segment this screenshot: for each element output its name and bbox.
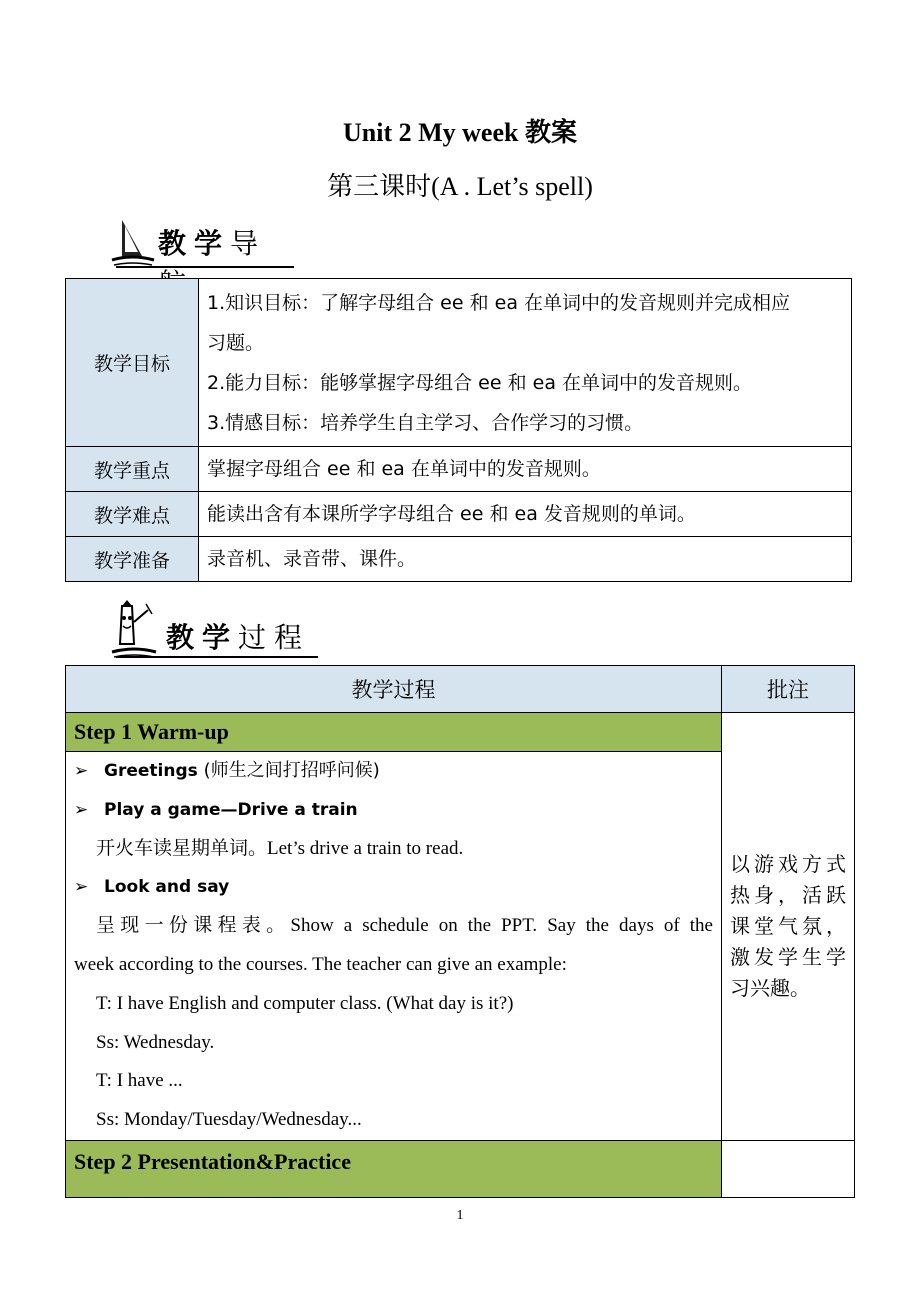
table-header-row [66, 666, 855, 713]
banner-light-text: 导 [230, 227, 267, 260]
table-row [66, 447, 852, 492]
step-row [66, 1140, 855, 1197]
process-column-header: 教学过程 [66, 666, 722, 713]
step-title: Step 2 Presentation&Practice [66, 1140, 722, 1197]
step-title: Step 1 Warm-up [66, 713, 722, 752]
bullet-title: Play a game—Drive a train [104, 799, 358, 820]
bullet-game [66, 791, 721, 830]
page-subtitle: 第三课时(A . Let’s spell) [327, 172, 593, 201]
step-content [66, 752, 722, 1141]
arrow-bullet-icon: ➢ [74, 799, 89, 820]
row-label: 教学准备 [66, 537, 199, 582]
arrow-bullet-icon: ➢ [74, 761, 89, 781]
dialog-line: T: I have ... [96, 1070, 183, 1092]
row-content [199, 279, 852, 447]
objective-line: 3.情感目标：培养学生自主学习、合作学习的习惯。 [207, 411, 644, 434]
objective-line: 1.知识目标：了解字母组合 ee 和 ea 在单词中的发音规则并完成相应 [207, 291, 790, 314]
table-row [66, 279, 852, 447]
objective-line: 2.能力目标：能够掌握字母组合 ee 和 ea 在单词中的发音规则。 [207, 371, 752, 394]
step-row [66, 713, 855, 752]
row-label: 教学重点 [66, 447, 199, 492]
banner-light-text: 过程 [238, 621, 311, 654]
bullet-greetings [66, 752, 721, 791]
banner-bold-text: 教学 [158, 227, 231, 260]
teaching-guide-banner [108, 216, 298, 272]
row-content: 能读出含有本课所学字母组合 ee 和 ea 发音规则的单词。 [199, 492, 852, 537]
bullet-look [66, 868, 721, 907]
look-text: 呈现一份课程表。Show a schedule on the PPT. Say the days of the [96, 915, 713, 937]
dialog-line: Ss: Monday/Tuesday/Wednesday... [96, 1109, 362, 1131]
table-row [66, 537, 852, 582]
table-row [66, 492, 852, 537]
sailboat-icon [108, 216, 160, 272]
game-text: 开火车读星期单词。Let’s drive a train to read. [96, 837, 464, 859]
objective-line: 习题。 [207, 331, 265, 354]
arrow-bullet-icon: ➢ [74, 877, 89, 898]
row-content: 录音机、录音带、课件。 [199, 537, 852, 582]
page-title: Unit 2 My week 教案 [343, 118, 577, 147]
look-text: week according to the courses. The teacher can give an example: [74, 953, 567, 975]
row-label: 教学目标 [66, 279, 199, 447]
step-note: 以游戏方式热身，活跃课堂气氛，激发学生学习兴趣。 [722, 713, 855, 1141]
pencil-character-icon [108, 600, 162, 660]
bullet-note: (师生之间打招呼问候) [203, 760, 380, 781]
banner-bold-text: 教学 [166, 621, 239, 654]
page-number: 1 [456, 1208, 464, 1223]
process-table [65, 665, 855, 1198]
banner-underline [116, 266, 294, 268]
bullet-title: Look and say [104, 877, 230, 898]
row-label: 教学难点 [66, 492, 199, 537]
teaching-process-banner [108, 600, 323, 662]
step-note [722, 1140, 855, 1197]
objectives-table [65, 278, 852, 582]
row-content: 掌握字母组合 ee 和 ea 在单词中的发音规则。 [199, 447, 852, 492]
bullet-title: Greetings [104, 761, 198, 781]
banner-underline [116, 656, 318, 658]
dialog-line: T: I have English and computer class. (What day is it?) [96, 992, 514, 1014]
dialog-line: Ss: Wednesday. [96, 1031, 215, 1053]
note-column-header: 批注 [722, 666, 855, 713]
